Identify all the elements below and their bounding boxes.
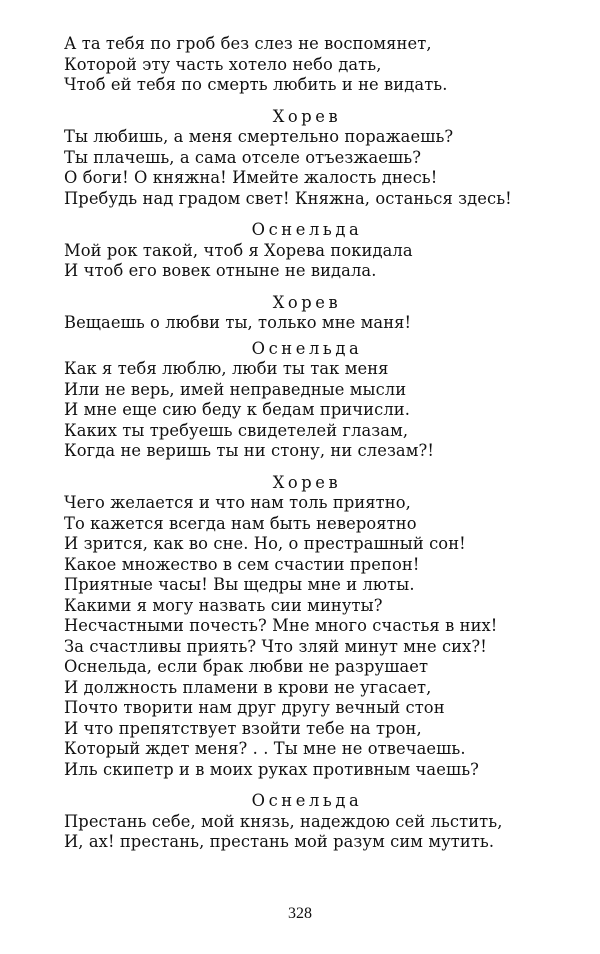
verse-block	[64, 359, 544, 462]
verse-block	[64, 812, 544, 853]
verse-line: Вещаешь о любви ты, только мне маня!	[64, 313, 412, 332]
verse-line: Несчастными почесть? Мне много счастья в них!	[64, 616, 498, 635]
speaker-name: Оснельда	[251, 791, 363, 810]
verse-line: Пребудь над градом свет! Княжна, останься здесь!	[64, 188, 512, 208]
speaker-name: Хорев	[272, 292, 342, 312]
verse-line: Престань себе, мой князь, надеждою сей льстить,	[64, 811, 503, 831]
verse-line: А та тебя по гроб без слез не воспомянет,	[64, 34, 432, 53]
verse-block	[64, 34, 544, 96]
verse-line: Приятные часы! Вы щедры мне и люты.	[64, 575, 415, 594]
verse-line: Чего желается и что нам толь приятно,	[64, 493, 411, 512]
verse-line: И чтоб его вовек отныне не видала.	[64, 261, 377, 280]
verse-line: Чтоб ей тебя по смерть любить и не видать.	[64, 75, 448, 94]
verse-line: То кажется всегда нам быть невероятно	[64, 513, 417, 533]
verse-block	[64, 313, 544, 334]
verse-line: И зрится, как во сне. Но, о престрашный сон!	[64, 534, 466, 553]
verse-line: Ты плачешь, а сама отселе отъезжаешь?	[64, 147, 422, 167]
verse-block	[64, 493, 544, 780]
verse-line: Иль скипетр и в моих руках противным чаешь?	[64, 759, 479, 779]
verse-line: Когда не веришь ты ни стону, ни слезам?!	[64, 441, 434, 460]
verse-line: И мне еще сию беду к бедам причисли.	[64, 400, 411, 419]
verse-line: Какими я могу назвать сии минуты?	[64, 595, 383, 615]
verse-line: Который ждет меня? . . Ты мне не отвечаешь.	[64, 739, 466, 758]
verse-line: За счастливы приять? Что зляй минут мне сих?!	[64, 636, 487, 656]
verse-line: Которой эту часть хотело небо дать,	[64, 54, 382, 74]
verse-line: Каких ты требуешь свидетелей глазам,	[64, 420, 409, 440]
verse-block	[64, 127, 544, 209]
speaker-name: Хорев	[272, 472, 342, 492]
verse-line: Оснельда, если брак любви не разрушает	[64, 657, 429, 676]
page-number: 328	[288, 905, 312, 922]
verse-line: О боги! О княжна! Имейте жалость днесь!	[64, 168, 438, 187]
verse-line: Почто творити нам друг другу вечный стон	[64, 698, 445, 717]
speaker-name: Хорев	[272, 106, 342, 126]
speaker-name: Оснельда	[251, 220, 363, 239]
verse-line: Мой рок такой, чтоб я Хорева покидала	[64, 240, 413, 260]
verse-line: Как я тебя люблю, люби ты так меня	[64, 359, 389, 378]
verse-line: Ты любишь, а меня смертельно поражаешь?	[64, 127, 454, 146]
verse-line: И, ах! престань, престань мой разум сим мутить.	[64, 832, 495, 851]
verse-line: Какое множество в сем счастии препон!	[64, 554, 420, 574]
verse-line: Или не верь, имей неправедные мысли	[64, 379, 407, 399]
verse-line: И должность пламени в крови не угасает,	[64, 677, 432, 697]
verse-block	[64, 241, 544, 282]
speaker-name: Оснельда	[251, 338, 363, 358]
poem-page	[64, 34, 544, 853]
verse-line: И что препятствует взойти тебе на трон,	[64, 718, 422, 738]
